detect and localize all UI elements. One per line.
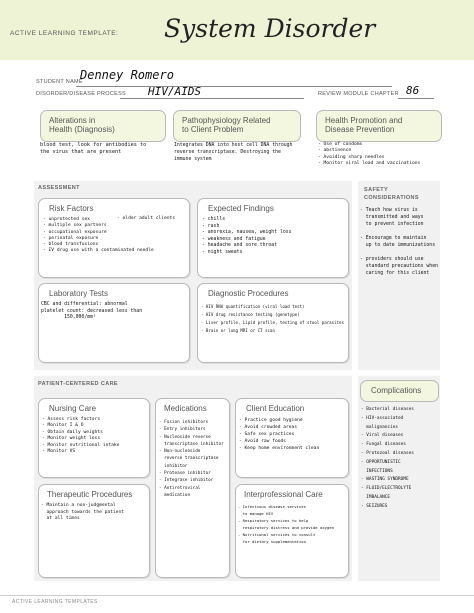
complications-list[interactable]: - Bacterial diseases - HIV-associated malignancies - Viral diseases - Fungal diseases - Protozoal diseases - OPPORTUNISTIC INFECTIONS - WASTING SYNDROME - FLUID/ELECTROLYTE IMBALANCE - SEIZURES bbox=[361, 407, 414, 509]
disorder-line bbox=[120, 98, 304, 99]
chapter-label: REVIEW MODULE CHAPTER bbox=[318, 91, 399, 97]
alterations-title: Alterations in Health (Diagnosis) bbox=[49, 116, 115, 134]
diagnostic-procedures-list[interactable]: - HIV RNA quantification (viral load test) - HIV drug resistance testing (genotype) - Liver profile, Lipid profile, testing of stool parasites - Brain or lung MRI or CT scan bbox=[201, 304, 344, 333]
therapeutic-procedures-card bbox=[38, 484, 150, 578]
pcc-label: PATIENT-CENTERED CARE bbox=[38, 381, 119, 387]
chapter-value[interactable]: 86 bbox=[406, 84, 420, 97]
disorder-label: DISORDER/DISEASE PROCESS bbox=[36, 91, 127, 97]
nursing-care-list[interactable]: - Assess risk factors - Monitor I & O - Obtain daily weights - Monitor weight loss - Monitor nutritional intake - Monitor VS bbox=[42, 417, 120, 455]
page-title: System Disorder bbox=[164, 14, 376, 43]
medications-list[interactable]: - Fusion inhibitors - Entry inhibitors - Nucleoside reverse transcriptase inhibitor - Non-nucleoside reverse transcriptase inhibitor - Protease inhibitor - Integrase inhibitor - Antiretroviral medication bbox=[159, 420, 224, 498]
lab-tests-title: Laboratory Tests bbox=[49, 289, 108, 298]
diagnostic-procedures-title: Diagnostic Procedures bbox=[208, 289, 289, 298]
health-title: Health Promotion and Disease Prevention bbox=[325, 116, 403, 134]
client-education-card bbox=[235, 398, 349, 478]
footer-rule bbox=[0, 595, 474, 596]
safety-title: SAFETY CONSIDERATIONS bbox=[364, 187, 420, 201]
risk-factors-list[interactable]: - unprotected sex - multiple sex partners - occupational exposure - perinatal exposure - blood transfusions - IV drug use with a contaminated needle bbox=[43, 217, 154, 254]
alterations-header bbox=[40, 110, 166, 142]
student-name-line bbox=[76, 86, 392, 87]
student-name-label: STUDENT NAME bbox=[36, 79, 83, 85]
footer-text: ACTIVE LEARNING TEMPLATES bbox=[12, 599, 98, 605]
assessment-label: ASSESSMENT bbox=[38, 185, 80, 191]
student-name-value[interactable]: Denney Romero bbox=[80, 68, 174, 82]
complications-title: Complications bbox=[371, 386, 422, 395]
health-header bbox=[316, 110, 442, 142]
nursing-care-card bbox=[38, 398, 150, 478]
diagnostic-procedures-card bbox=[197, 283, 349, 363]
medications-card bbox=[155, 398, 230, 578]
risk-factors-list-2[interactable]: - older adult clients bbox=[117, 216, 176, 221]
alterations-text[interactable]: blood test, look for antibodies to the virus that are present bbox=[40, 142, 147, 156]
client-education-title: Client Education bbox=[246, 404, 305, 413]
template-label: ACTIVE LEARNING TEMPLATE: bbox=[10, 30, 119, 37]
therapeutic-procedures-text[interactable]: - Maintain a non-judgmental approach towards the patient at all times bbox=[41, 503, 124, 522]
disorder-value[interactable]: HIV/AIDS bbox=[148, 85, 201, 98]
expected-findings-list[interactable]: - chills - rash - anorexia, nausea, weight loss - weakness and fatigue - headache and sore throat - night sweats bbox=[202, 217, 292, 255]
health-text[interactable]: - Use of condoms - abstinence - Avoiding sharp needles - Monitor viral load and vaccinations bbox=[318, 142, 421, 167]
lab-tests-card bbox=[38, 283, 190, 363]
expected-findings-title: Expected Findings bbox=[208, 204, 274, 213]
patho-title: Pathophysiology Related to Client Problem bbox=[182, 116, 271, 134]
therapeutic-procedures-title: Therapeutic Procedures bbox=[47, 490, 133, 499]
nursing-care-title: Nursing Care bbox=[49, 404, 97, 413]
expected-findings-card bbox=[197, 198, 349, 278]
safety-text[interactable]: - Teach how virus is transmitted and ways to prevent infection - Encourage to maintain up to date immunizations - providers should use standard precautions when caring for this client bbox=[360, 208, 438, 276]
lab-tests-text[interactable]: CBC and differential: abnormal platelet count: decreased less than 150,000/mm³ bbox=[41, 302, 143, 321]
interprofessional-care-title: Interprofessional Care bbox=[244, 490, 323, 499]
patho-text[interactable]: Integrates DNA into host cell DNA through reverse transcriptase. Destroying the immune system bbox=[174, 143, 293, 163]
risk-factors-title: Risk Factors bbox=[49, 204, 94, 213]
interprofessional-care-card bbox=[235, 484, 349, 578]
complications-header bbox=[360, 380, 439, 402]
patho-header bbox=[173, 110, 301, 142]
risk-factors-card bbox=[38, 198, 190, 278]
interprofessional-care-text[interactable]: - Infectious disease services to manage HIV - Respiratory services to help respiratory distress and provide oxygen - Nutritional services to consult for dietary supplementation bbox=[238, 504, 335, 544]
chapter-line bbox=[398, 98, 434, 99]
client-education-list[interactable]: - Practice good hygiene - Avoid crowded areas - Safe sex practices - Avoid raw foods - Keep home environment clean bbox=[239, 418, 320, 451]
medications-title: Medications bbox=[164, 404, 207, 413]
